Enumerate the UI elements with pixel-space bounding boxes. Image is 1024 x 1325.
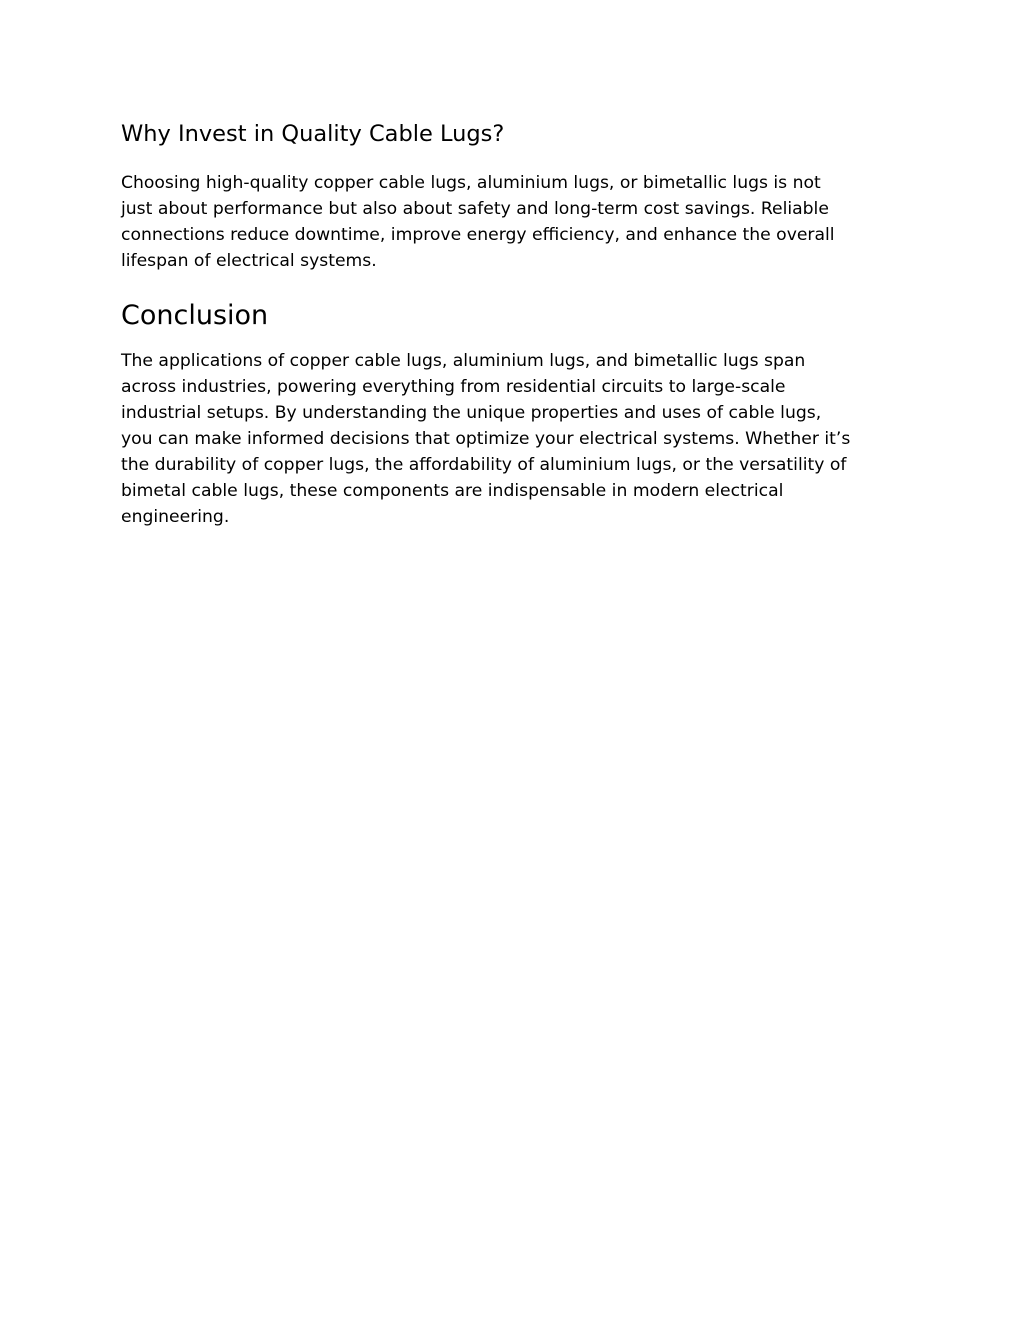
paragraph-line: just about performance but also about safety and long-term cost savings. Reliable [121,199,829,219]
paragraph-line: connections reduce downtime, improve energy efficiency, and enhance the overall [121,225,835,245]
paragraph-line: The applications of copper cable lugs, aluminium lugs, and bimetallic lugs span [121,351,806,371]
paragraph-line: the durability of copper lugs, the affordability of aluminium lugs, or the versatility of [121,455,847,475]
section-heading-quality-lugs: Why Invest in Quality Cable Lugs? [121,121,505,147]
paragraph-line: bimetal cable lugs, these components are indispensable in modern electrical [121,481,784,501]
paragraph-quality-lugs [121,170,911,274]
paragraph-line: lifespan of electrical systems. [121,251,377,271]
paragraph-line: across industries, powering everything from residential circuits to large-scale [121,377,786,397]
paragraph-line: Choosing high-quality copper cable lugs, aluminium lugs, or bimetallic lugs is not [121,173,821,193]
document-page [121,118,911,554]
paragraph-line: you can make informed decisions that optimize your electrical systems. Whether it’s [121,429,851,449]
section-heading-conclusion: Conclusion [121,300,269,331]
paragraph-conclusion [121,348,911,530]
paragraph-line: industrial setups. By understanding the unique properties and uses of cable lugs, [121,403,822,423]
paragraph-line: engineering. [121,507,230,527]
